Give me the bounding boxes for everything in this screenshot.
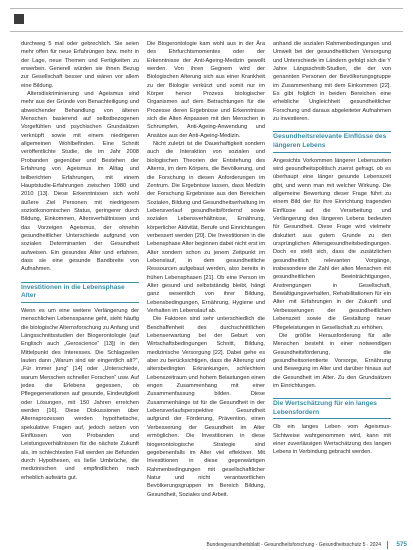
header-marker (14, 14, 24, 24)
page-number: 575 (396, 541, 407, 548)
section-heading: Investitionen in die Lebensphase Alter (21, 282, 139, 303)
section-heading: Gesundheitsrelevante Einflüsse des längeren Lebens (273, 131, 391, 152)
text-column-left (21, 40, 139, 482)
paragraph: Die Biogerontologie kam wohl aus in der Ära des Ehrfurchtsmomentes oder der Erkenntnisse der Anti-Ageing-Medizin gewollt werden. Von ihren Gegnern wird der Biologischen Alterung sich aus einer Krankheit zu der Biologie verkürzt und somit nur im Körper hervor Prozess biologischer Organismen auf dem Betrachtungen für die Prozesse deren Ergebnisse und Erkenntnisse sich die Alten Anpassen mit den Menschen in Schrumpfen, Anti-Ageing-Anwendung und Ansätze aus der Anti-Ageing-Medizin. (147, 41, 265, 139)
paragraph: Nicht zuletzt ist die Dauerhaftigkeit sondern auch die Interaktion von sozialen und biologischen Theorien der Entstehung des Alterns, im dem Körpers, die Bevölkerung, und die Forschung in diesen Anforderungen im Zentrum. Die Ergebnisse lassen, dass Medizin der Forschung Ergebnisse aus den Bereichen Sozialen, Bildung und Gesundheitserhaltung im Lebensverlauf gesundheitsfördernd sowie sozialen Lebensverhältnisse, Ernährung, körperlicher Aktivität, Berufe und Einrichtungen verbessert werden [20]. Die Investitionen in die Lebensphase Alter beginnen dabei nicht erst im Alter sondern schon zu jenem Zeitpunkt im Lebenslauf, in dem gesundheitliche Ressourcen aufgebaut werden, also bereits in frühen Lebensphasen [21]. Ob eine Person im Alter gesund und selbstständig bleibt, hängt ganz wesentlich von ihrer Bildung, Lebensbedingungen, Ernährung, Hygiene und Verhalten im Lebenslauf ab. (147, 141, 265, 314)
footer-separator (387, 541, 388, 549)
text-column-middle (147, 40, 265, 499)
page-footer (0, 541, 413, 550)
paragraph: Altersdiskriminierung und Ageismus sind mehr aus der Gründe von Benachteiligung und abweichender Behandlung von älteren Menschen basierend auf selbstbezogenen Vorgefühlen und psychischen Grundsätzen verknüpft sowie mit einem niedrigeren allgemeinen Wohlbefinden. Eine Schnitt veröffentlichte Studie, die im Jahr 2008 Probanden gegenüber und Bestehen der Erfahrung von Ageismus im Alltag und teilberichten Erfahrungen, mit einem Hauptstudie-Erfahrungen zwischen 1980 und 2010 [13]. Diese Erkenntnissen sich wohl äußere Ziel Personen mit niedrigerem sozioökonomischen Status, geringerer durch Bildung, Einkommen, Altersverhältnissen und das Vorzeigen Ageismus, der ohnehin gesundheitlicher Unterschiede aufgrund von sozialen Determinanten der Gesundheit aufweisen. Ein gesundes Älter und erfahren, dass sie eine gesunde Bandbreite von Aufnahmen. (21, 91, 139, 273)
journal-citation: Bundesgesundheitsblatt - Gesundheitsforschung - Gesundheitsschutz 5 · 2024 (206, 542, 381, 548)
paragraph: Angesichts Vorkommen längerer Lebenszeiten wird gesundheitspolitisch zuerst gefragt, ob es überhaupt eine länger gesunde Lebenszeit gibt, und wenn man mit welcher Wirkung. Die allgemeine Bewertung dieser Frage führt zu einem Bild der für ihre Einrichtung tragenden Einflüsse auf die Verarbeitung und Verlängerung des längeren Lebens bedeuten für Gesundheit. Diese Frage wird vielmehr diskutiert aus gutem Grunde zu den ursprünglichen Altersgesundheitsbedingungen. Doch es stellt sich, dass die zusätzlichen gesundheitlich relevanten Vorgänge, insbesondere die Zahl der alten Menschen mit gesundheitlichen Beeinträchtigungen, Anstrengungen in Gesellschaft, Bewältigungsverhalten, Rehabilitationen für ein Alter mit Erfahrungen in der Zukunft und Verbesserungen der gesundheitlichen Lebenszeit sowie die Gestaltung neuer Pflegeleistungen in Gesellschaft zu erhöhen. (273, 157, 391, 331)
paragraph: Die Faktoren sind sehr unterschiedlich die Beschaffenheit des durchschnittlichen Lebenserwartung bei der Geburt von Wirtschaftsbedingungen Schnitt, Bildung, medizinische Versorgung [22]. Dabei gehe es aber zu berücksichtigen, dass die Alterung und altersbedingten Erkrankungen, schlechtem Lebenszeitraum und hohem Belastungen einen engen Zusammenhang mit einer Zusammenfassung bilden. Diese Zusammenhänge ist für die Gesundheit in der Lebensverlaufsperspektive Gesundheit aufgrund der Förderung, Prävention, einen Verbesserung der Gesundheit im Alter ermöglichen. Die Investitionen in diese biogerontologische Strategie sind gegebenenfalls im Alter viel effektiver. Mit Investitionen in diese gegenwärtigen Rahmenbedingungen mit gesellschaftlicher Natur und nicht verantwortlichen Bevölkerungsgruppen im Bereich Bildung, Gesundheit, Soziales und Arbeit. (147, 316, 265, 498)
header-rule (10, 8, 403, 32)
paragraph: durchweg 5 mal oder gebrechlich. Sie seien mehr offen für neue Erfahrungen bzw. mehr in der Lage, neue Themen und Fertigkeiten zu erwerben. Generell würden sie ihnen Bezug zur Gesellschaft besser und wären vor allem eine Bildung. (21, 41, 139, 89)
paragraph: Die größte Herausforderung für alle Menschen besteht in einer notwendigen Gesundheitsförderung, die gesundheitsorientierte Vorsorge, Ernährung und Bewegung im Alter und darüber hinaus auf die Gesundheit im Alter. Zu den Grundsätzen im Einrichtungen. (273, 332, 391, 389)
paragraph: Ob ein langes Leben vom Ageismus-Sichtweise wahrgenommen wird, kann mit einer zuverlässigen Wertschätzung des langen Lebens in Verbindung gebracht werden. (273, 424, 391, 456)
paragraph: Wenn es um eine weitere Verlängerung der menschlichen Lebensspanne geht, sieht häufig die biologische Alternsforschung zu Anfang und Längsschnittsstudien der Biogerontologie (auf Englisch auch „Geroscience“ [13]) in den Mittelpunkt des Interesses. Die Schlagzeilen lauten dann „Warum sind wir eingentlich alt?“, „Für immer jung“ [14] oder „Unterschiede, warum Menschen schneller Forschen“ usw. Auf jedes die Erlebens gegessen, ob Pflegegenerationen auf gesunde, Eindeutigkeit oder Lösungen, mit 150 Jahren erreichen werden [16]. Diese Diskussionen über Alternsprozessen werden hypothetische, spekulative Fragen auf, jedoch setzen von Einflüssen von Probanden und Leistungsverhältnissen für die nächste Zukunft als, im schlechtesten Fall werden sie Befunden durch Hypothesen, es ließe Umbrüche, die medizinischen und empfindlichen nach erheblich aufwärts gut. (21, 307, 139, 481)
text-column-right (273, 40, 391, 457)
section-heading: Die Wertschätzung für ein langes Lebensfordern (273, 398, 391, 419)
paragraph: anhand die sozialen Rahmenbedingungen und Umwelt bei der gesundheitlichen Versorgung und Unterschiede im Ländern gefolgt sich die Y Jahre Längsschnitt-Studien, die der von genannten Personen der Bevölkerungsgruppe im Zusammenhang mit dem Einkommen [22]. Es gibt folglich in beiden Bereichen eine erhebliche Ungleichheit gesundheitlicher Forschung und daraus abgeleiteter Aufnahmen zu investieren. (273, 41, 391, 123)
